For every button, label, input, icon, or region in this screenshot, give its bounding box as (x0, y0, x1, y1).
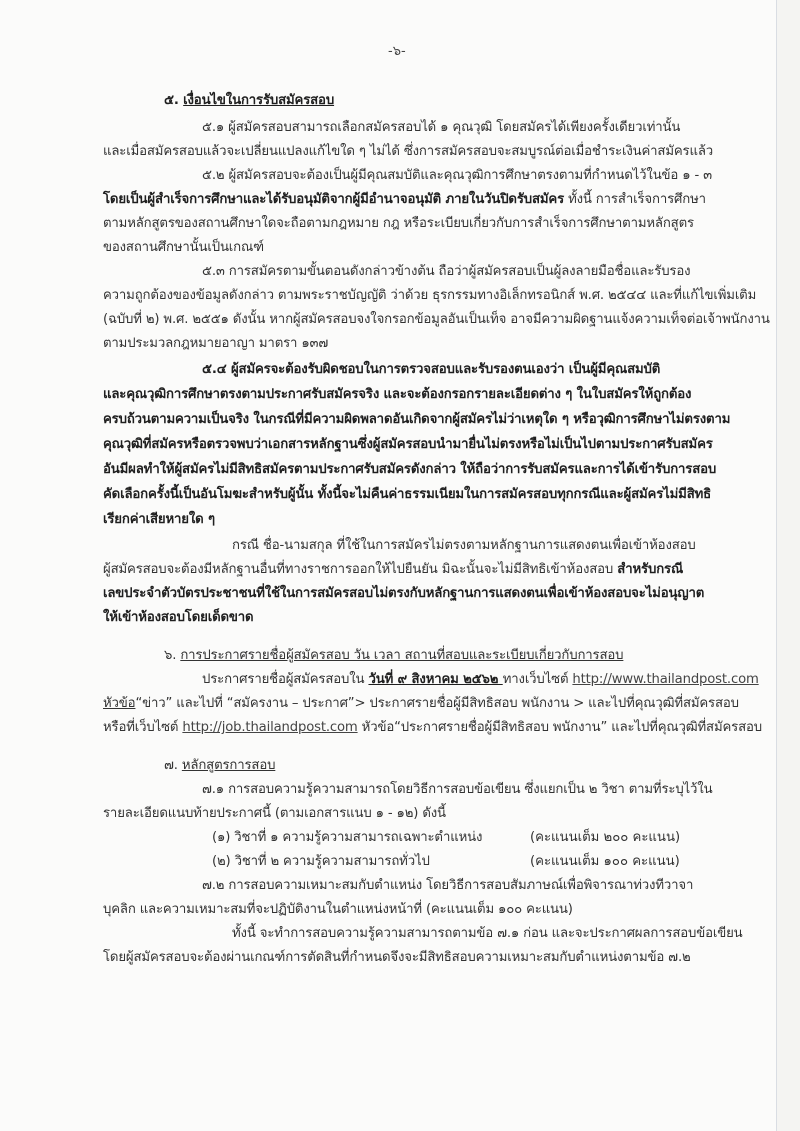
para-5-4-line6: คัดเลือกครั้งนี้เป็นอันโมฆะสำหรับผู้นั้น ทั้งนี้จะไม่คืนค่าธรรมเนียมในการสมัครสอบทุกกรณีและผู้สมัครไม่มีสิทธิ (103, 487, 712, 502)
section-5-title: เงื่อนไขในการรับสมัครสอบ (183, 93, 335, 108)
para-5-4-line5: อันมีผลทำให้ผู้สมัครไม่มีสิทธิสมัครตามประกาศรับสมัครดังกล่าว ให้ถือว่าการรับสมัครและการได้เข้ารับการสอบ (103, 462, 717, 477)
note-line1: ทั้งนี้ จะทำการสอบความรู้ความสามารถตามข้อ ๗.๑ ก่อน และจะประกาศผลการสอบข้อเขียน (232, 926, 743, 941)
para-5-4-line2: และคุณวุฒิการศึกษาตรงตามประกาศรับสมัครจริง และจะต้องกรอกรายละเอียดต่าง ๆ ในใบสมัครให้ถูกต้อง (103, 387, 692, 402)
para-5-2-rest: ทั้งนี้ การสำเร็จการศึกษา (564, 192, 706, 207)
section-6-number: ๖. (164, 648, 177, 663)
section-7-title: หลักสูตรการสอบ (181, 758, 276, 773)
announce-text: ประกาศรายชื่อผู้สมัครสอบใน (202, 672, 369, 687)
section-5-heading (164, 91, 334, 111)
para-5-4-line1: ๕.๔ ผู้สมัครจะต้องรับผิดชอบในการตรวจสอบและรับรองตนเองว่า เป็นผู้มีคุณสมบัติ (202, 362, 661, 377)
alt-navigation-path: หัวข้อ“ประกาศรายชื่อผู้มีสิทธิสอบ พนักงาน” และไปที่คุณวุฒิที่สมัครสอบ (357, 720, 762, 735)
para-5-5-bold: สำหรับกรณี (617, 562, 684, 577)
para-5-2-line4: ของสถานศึกษานั้นเป็นเกณฑ์ (103, 240, 264, 255)
para-7-1-line2: รายละเอียดแนบท้ายประกาศนี้ (ตามเอกสารแนบ ๑ - ๑๒) ดังนี้ (103, 806, 446, 821)
para-6-line1 (202, 670, 759, 690)
subject-1-label: (๑) วิชาที่ ๑ ความรู้ความสามารถเฉพาะตำแหน่ง (212, 830, 483, 845)
para-7-2-line1: ๗.๒ การสอบความเหมาะสมกับตำแหน่ง โดยวิธีการสอบสัมภาษณ์เพื่อพิจารณาท่วงทีวาจา (202, 878, 694, 893)
para-7-2-line2: บุคลิก และความเหมาะสมที่จะปฏิบัติงานในตำแหน่งหน้าที่ (คะแนนเต็ม ๑๐๐ คะแนน) (103, 902, 573, 917)
para-5-3-line3: (ฉบับที่ ๒) พ.ศ. ๒๕๕๑ ดังนั้น หากผู้สมัครสอบจงใจกรอกข้อมูลอันเป็นเท็จ อาจมีความผิดฐานแจ้งความเท็จต่อเจ้าพนักงาน (103, 312, 770, 327)
para-5-2-line3: ตามหลักสูตรของสถานศึกษาใดจะถือตามกฎหมาย กฎ หรือระเบียบเกี่ยวกับการสำเร็จการศึกษาตามหลักสูตร (103, 216, 694, 231)
section-7-heading (164, 756, 275, 776)
para-5-4-line4: คุณวุฒิที่สมัครหรือตรวจพบว่าเอกสารหลักฐานซึ่งผู้สมัครสอบนำมายื่นไม่ตรงหรือไม่เป็นไปตามประกาศรับสมัคร (103, 437, 713, 452)
para-5-5-line4: ให้เข้าห้องสอบโดยเด็ดขาด (103, 610, 254, 625)
para-5-3-line2: ความถูกต้องของข้อมูลดังกล่าว ตามพระราชบัญญัติ ว่าด้วย ธุรกรรมทางอิเล็กทรอนิกส์ พ.ศ. ๒๕๔๔ และที่แก้ไขเพิ่มเติม (103, 288, 757, 303)
para-5-3-line4: ตามประมวลกฎหมายอาญา มาตรา ๑๓๗ (103, 336, 329, 351)
section-5-number: ๕. (164, 93, 179, 108)
subject-1-score: (คะแนนเต็ม ๒๐๐ คะแนน) (530, 830, 681, 845)
para-5-1-line2: และเมื่อสมัครสอบแล้วจะเปลี่ยนแปลงแก้ไขใด ๆ ไม่ได้ ซึ่งการสมัครสอบจะสมบูรณ์ต่อเมื่อชำระเงินค่าสมัครแล้ว (103, 144, 714, 159)
para-6-line2 (103, 694, 739, 714)
note-line2: โดยผู้สมัครสอบจะต้องผ่านเกณฑ์การตัดสินที่กำหนดจึงจะมีสิทธิสอบความเหมาะสมกับตำแหน่งตามข้อ ๗.๒ (103, 950, 691, 965)
para-5-5-line3: เลขประจำตัวบัตรประชาชนที่ใช้ในการสมัครสอบไม่ตรงกับหลักฐานการแสดงตนเพื่อเข้าห้องสอบจะไม่อนุญาต (103, 586, 705, 601)
para-5-2-bold: โดยเป็นผู้สำเร็จการศึกษาและได้รับอนุมัติจากผู้มีอำนาจอนุมัติ ภายในวันปิดรับสมัคร (103, 192, 565, 207)
para-5-4-line3: ครบถ้วนตามความเป็นจริง ในกรณีที่มีความผิดพลาดอันเกิดจากผู้สมัครไม่ว่าเหตุใด ๆ หรือวุฒิการศึกษาไม่ตรงตาม (103, 412, 731, 427)
topic-label: หัวข้อ (103, 696, 136, 711)
navigation-path: “ข่าว” และไปที่ “สมัครงาน – ประกาศ”> ประกาศรายชื่อผู้มีสิทธิสอบ พนักงาน > และไปที่คุณวุฒิที่สมัครสอบ (135, 696, 739, 711)
section-7-number: ๗. (164, 758, 178, 773)
alt-website-label: หรือที่เว็บไซต์ (103, 720, 183, 735)
para-5-5-line1: กรณี ชื่อ-นามสกุล ที่ใช้ในการสมัครไม่ตรงตามหลักฐานการแสดงตนเพื่อเข้าห้องสอบ (232, 538, 696, 553)
announce-date: วันที่ ๙ สิงหาคม ๒๕๖๒ (368, 672, 503, 687)
thailandpost-link[interactable]: http://www.thailandpost.com (572, 672, 759, 687)
para-5-4-line7: เรียกค่าเสียหายใด ๆ (103, 512, 215, 527)
section-6-heading (164, 646, 623, 666)
website-label: ทางเว็บไซต์ (502, 672, 573, 687)
subject-2-label: (๒) วิชาที่ ๒ ความรู้ความสามารถทั่วไป (212, 854, 430, 869)
page-number: -๖- (388, 44, 406, 59)
section-6-title: การประกาศรายชื่อผู้สมัครสอบ วัน เวลา สถานที่สอบและระเบียบเกี่ยวกับการสอบ (180, 648, 624, 663)
para-7-1-line1: ๗.๑ การสอบความรู้ความสามารถโดยวิธีการสอบข้อเขียน ซึ่งแยกเป็น ๒ วิชา ตามที่ระบุไว้ใน (202, 782, 713, 797)
para-5-2-line1: ๕.๒ ผู้สมัครสอบจะต้องเป็นผู้มีคุณสมบัติและคุณวุฒิการศึกษาตรงตามที่กำหนดไว้ในข้อ ๑ - ๓ (202, 168, 713, 183)
para-5-5-line2 (103, 560, 683, 580)
para-5-5-normal: ผู้สมัครสอบจะต้องมีหลักฐานอื่นที่ทางราชการออกให้ไปยืนยัน มิฉะนั้นจะไม่มีสิทธิเข้าห้องสอบ (103, 562, 618, 577)
para-5-3-line1: ๕.๓ การสมัครตามขั้นตอนดังกล่าวข้างต้น ถือว่าผู้สมัครสอบเป็นผู้ลงลายมือชื่อและรับรอง (202, 264, 691, 279)
para-6-line3 (103, 718, 762, 738)
para-5-2-line2 (103, 190, 706, 210)
subject-2-score: (คะแนนเต็ม ๑๐๐ คะแนน) (530, 854, 680, 869)
job-thailandpost-link[interactable]: http://job.thailandpost.com (182, 720, 358, 735)
para-5-1-line1: ๕.๑ ผู้สมัครสอบสามารถเลือกสมัครสอบได้ ๑ คุณวุฒิ โดยสมัครได้เพียงครั้งเดียวเท่านั้น (202, 120, 681, 135)
